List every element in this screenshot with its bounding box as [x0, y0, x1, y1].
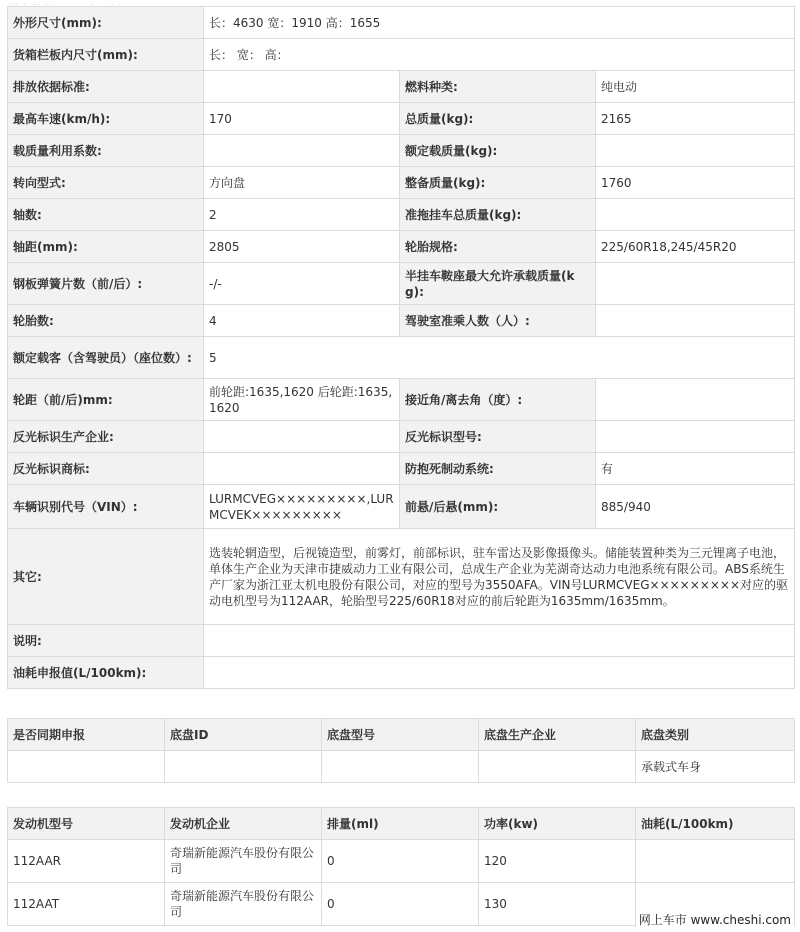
chassis-header-model: 底盘型号 — [322, 719, 479, 751]
wheelbase-value: 2805 — [204, 231, 400, 263]
chassis-id-cell — [165, 751, 322, 783]
engine-maker-cell: 奇瑞新能源汽车股份有限公司 — [165, 840, 322, 883]
table-row — [8, 337, 795, 379]
engine-header-consumption: 油耗(L/100km) — [636, 808, 795, 840]
engine-model-cell: 112AAR — [8, 840, 165, 883]
semi-value — [596, 263, 795, 305]
table-row — [8, 529, 795, 625]
table-row — [8, 167, 795, 199]
refl-maker-value — [204, 421, 400, 453]
engine-header-model: 发动机型号 — [8, 808, 165, 840]
cab-label: 驾驶室准乘人数（人）: — [400, 305, 596, 337]
emission-label: 排放依据标准: — [8, 71, 204, 103]
tires-value: 4 — [204, 305, 400, 337]
table-row — [8, 305, 795, 337]
table-row — [8, 231, 795, 263]
table-row — [8, 625, 795, 657]
table-row — [8, 71, 795, 103]
dims-label: 外形尺寸(mm): — [8, 7, 204, 39]
load-coef-value — [204, 135, 400, 167]
table-row — [8, 379, 795, 421]
trailer-label: 准拖挂车总质量(kg): — [400, 199, 596, 231]
table-row — [8, 103, 795, 135]
chassis-sync-cell — [8, 751, 165, 783]
tires-label: 轮胎数: — [8, 305, 204, 337]
speed-value: 170 — [204, 103, 400, 135]
fuel-label: 燃料种类: — [400, 71, 596, 103]
engine-table — [7, 807, 795, 926]
engine-header-maker: 发动机企业 — [165, 808, 322, 840]
overhang-value: 885/940 — [596, 485, 795, 529]
table-row — [8, 840, 795, 883]
chassis-header-id: 底盘ID — [165, 719, 322, 751]
refl-model-label: 反光标识型号: — [400, 421, 596, 453]
refl-maker-label: 反光标识生产企业: — [8, 421, 204, 453]
fuel-value: 纯电动 — [596, 71, 795, 103]
vin-label: 车辆识别代号（VIN）: — [8, 485, 204, 529]
spring-value: -/- — [204, 263, 400, 305]
chassis-model-cell — [322, 751, 479, 783]
steering-value: 方向盘 — [204, 167, 400, 199]
consumption-value — [204, 657, 795, 689]
tire-spec-value: 225/60R18,245/45R20 — [596, 231, 795, 263]
note-label: 说明: — [8, 625, 204, 657]
chassis-header-sync: 是否同期申报 — [8, 719, 165, 751]
other-label: 其它: — [8, 529, 204, 625]
watermark-bottom: 网上车市 www.cheshi.com — [636, 910, 794, 929]
trailer-value — [596, 199, 795, 231]
seats-label: 额定载客（含驾驶员）（座位数）: — [8, 337, 204, 379]
emission-value — [204, 71, 400, 103]
chassis-table — [7, 718, 795, 783]
table-header-row — [8, 808, 795, 840]
table-row — [8, 135, 795, 167]
angle-value — [596, 379, 795, 421]
spec-table — [7, 6, 795, 689]
load-coef-label: 载质量利用系数: — [8, 135, 204, 167]
semi-label: 半挂车鞍座最大允许承载质量(kg): — [400, 263, 596, 305]
chassis-header-type: 底盘类别 — [636, 719, 795, 751]
engine-power-cell: 130 — [479, 883, 636, 926]
wheelbase-label: 轴距(mm): — [8, 231, 204, 263]
engine-model-cell: 112AAT — [8, 883, 165, 926]
table-row — [8, 751, 795, 783]
table-header-row — [8, 719, 795, 751]
tire-spec-label: 轮胎规格: — [400, 231, 596, 263]
speed-label: 最高车速(km/h): — [8, 103, 204, 135]
table-row — [8, 453, 795, 485]
abs-label: 防抱死制动系统: — [400, 453, 596, 485]
table-row — [8, 39, 795, 71]
chassis-header-maker: 底盘生产企业 — [479, 719, 636, 751]
table-row — [8, 485, 795, 529]
other-value: 选装轮辋造型，后视镜造型，前雾灯，前部标识，驻车雷达及影像摄像头。储能装置种类为三元锂离子电池，单体生产企业为天津市捷威动力工业有限公司，总成生产企业为芜湖奇达动力电池系统有限公司。ABS系统生产厂家为浙江亚太机电股份有限公司，对应的型号为3550AFA。VIN号LURMCVEG×××××××××对应的驱动电机型号为112AAR，轮胎型号225/60R18对应的前后轮距为1635mm/1635mm。 — [204, 529, 795, 625]
cargo-value: 长： 宽： 高： — [204, 39, 795, 71]
total-mass-value: 2165 — [596, 103, 795, 135]
refl-brand-value — [204, 453, 400, 485]
engine-header-power: 功率(kw) — [479, 808, 636, 840]
table-row — [8, 263, 795, 305]
dims-value: 长：4630 宽：1910 高：1655 — [204, 7, 795, 39]
cab-value — [596, 305, 795, 337]
engine-power-cell: 120 — [479, 840, 636, 883]
cargo-label: 货箱栏板内尺寸(mm): — [8, 39, 204, 71]
engine-header-displacement: 排量(ml) — [322, 808, 479, 840]
table-row — [8, 657, 795, 689]
chassis-type-cell: 承载式车身 — [636, 751, 795, 783]
engine-displacement-cell: 0 — [322, 883, 479, 926]
steering-label: 转向型式: — [8, 167, 204, 199]
chassis-maker-cell — [479, 751, 636, 783]
refl-brand-label: 反光标识商标: — [8, 453, 204, 485]
table-row — [8, 7, 795, 39]
rated-load-label: 额定载质量(kg): — [400, 135, 596, 167]
engine-maker-cell: 奇瑞新能源汽车股份有限公司 — [165, 883, 322, 926]
engine-displacement-cell: 0 — [322, 840, 479, 883]
axles-label: 轴数: — [8, 199, 204, 231]
consumption-label: 油耗申报值(L/100km): — [8, 657, 204, 689]
abs-value: 有 — [596, 453, 795, 485]
rated-load-value — [596, 135, 795, 167]
angle-label: 接近角/离去角（度）: — [400, 379, 596, 421]
table-row — [8, 421, 795, 453]
axles-value: 2 — [204, 199, 400, 231]
overhang-label: 前悬/后悬(mm): — [400, 485, 596, 529]
vin-value: LURMCVEG×××××××××,LURMCVEK××××××××× — [204, 485, 400, 529]
track-label: 轮距（前/后)mm: — [8, 379, 204, 421]
curb-label: 整备质量(kg): — [400, 167, 596, 199]
refl-model-value — [596, 421, 795, 453]
engine-consumption-cell — [636, 840, 795, 883]
curb-value: 1760 — [596, 167, 795, 199]
note-value — [204, 625, 795, 657]
seats-value: 5 — [204, 337, 795, 379]
total-mass-label: 总质量(kg): — [400, 103, 596, 135]
spring-label: 钢板弹簧片数（前/后）: — [8, 263, 204, 305]
track-value: 前轮距:1635,1620 后轮距:1635,1620 — [204, 379, 400, 421]
table-row — [8, 199, 795, 231]
